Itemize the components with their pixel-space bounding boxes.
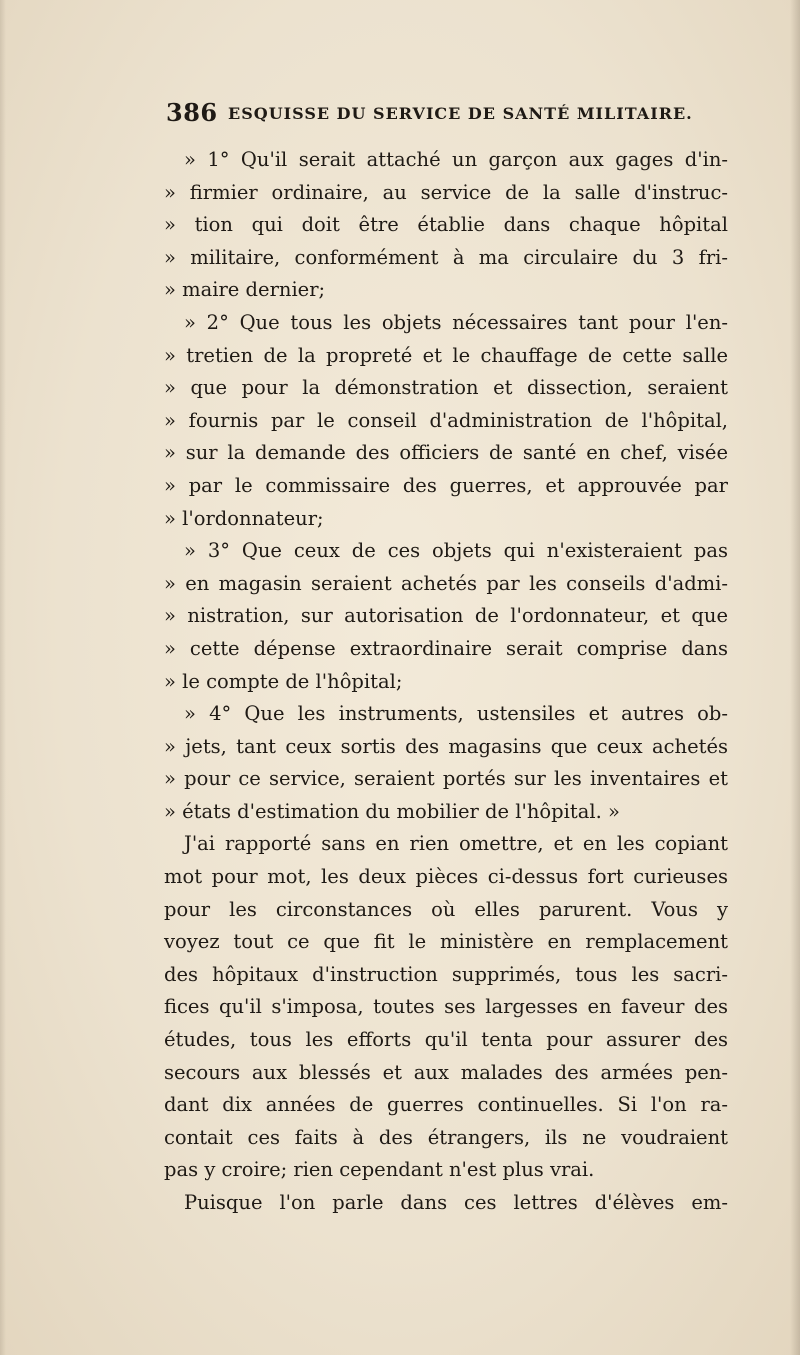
text-line: » 4° Que les instruments, ustensiles et autres ob-	[184, 702, 728, 726]
page-header	[166, 98, 736, 134]
text-line: » militaire, conformément à ma circulaire du 3 fri-	[164, 245, 728, 269]
text-line: » que pour la démonstration et dissection, seraient	[164, 376, 728, 400]
text-line: » 3° Que ceux de ces objets qui n'existeraient pas	[184, 539, 728, 563]
text-line: » sur la demande des officiers de santé en chef, visée	[164, 441, 728, 465]
text-line: des hôpitaux d'instruction supprimés, tous les sacri-	[164, 962, 728, 986]
text-line: mot pour mot, les deux pièces ci-dessus fort curieuses	[164, 865, 728, 889]
text-line: » le compte de l'hôpital;	[164, 669, 403, 693]
text-line: » pour ce service, seraient portés sur les inventaires et	[164, 767, 728, 791]
text-line: » nistration, sur autorisation de l'ordonnateur, et que	[164, 604, 728, 628]
text-line: secours aux blessés et aux malades des armées pen-	[164, 1060, 728, 1084]
text-line: » 2° Que tous les objets nécessaires tant pour l'en-	[184, 310, 728, 334]
text-line: » fournis par le conseil d'administration de l'hôpital,	[164, 408, 728, 432]
page-gutter-shadow	[790, 0, 800, 1355]
page-left-edge	[0, 0, 6, 1355]
text-line: » tion qui doit être établie dans chaque hôpital	[164, 213, 728, 237]
text-line: pas y croire; rien cependant n'est plus vrai.	[164, 1158, 595, 1182]
text-line: » tretien de la propreté et le chauffage de cette salle	[164, 343, 728, 367]
text-line: études, tous les efforts qu'il tenta pour assurer des	[164, 1028, 728, 1052]
text-line: dant dix années de guerres continuelles. Si l'on ra-	[164, 1093, 728, 1117]
text-line: » maire dernier;	[164, 278, 326, 302]
text-line: » jets, tant ceux sortis des magasins que ceux achetés	[164, 734, 728, 758]
text-line: » l'ordonnateur;	[164, 506, 324, 530]
text-line: J'ai rapporté sans en rien omettre, et en les copiant	[184, 832, 728, 856]
text-line: pour les circonstances où elles parurent. Vous y	[164, 897, 728, 921]
text-line: Puisque l'on parle dans ces lettres d'élèves em-	[184, 1191, 728, 1214]
page-number: 386	[166, 98, 218, 127]
text-line: » états d'estimation du mobilier de l'hôpital. »	[164, 799, 620, 823]
text-line: » 1° Qu'il serait attaché un garçon aux gages d'in-	[184, 148, 728, 171]
text-line: » firmier ordinaire, au service de la salle d'instruc-	[164, 180, 728, 204]
text-line: voyez tout ce que fit le ministère en remplacement	[164, 930, 728, 954]
text-line: contait ces faits à des étrangers, ils ne voudraient	[164, 1125, 728, 1149]
running-title: ESQUISSE DU SERVICE DE SANTÉ MILITAIRE.	[228, 104, 693, 123]
text-line: » par le commissaire des guerres, et approuvée par	[164, 473, 728, 497]
body-text	[164, 144, 728, 1220]
text-line: » en magasin seraient achetés par les conseils d'admi-	[164, 571, 728, 595]
text-line: fices qu'il s'imposa, toutes ses largesses en faveur des	[164, 995, 728, 1019]
text-line: » cette dépense extraordinaire serait comprise dans	[164, 636, 728, 660]
